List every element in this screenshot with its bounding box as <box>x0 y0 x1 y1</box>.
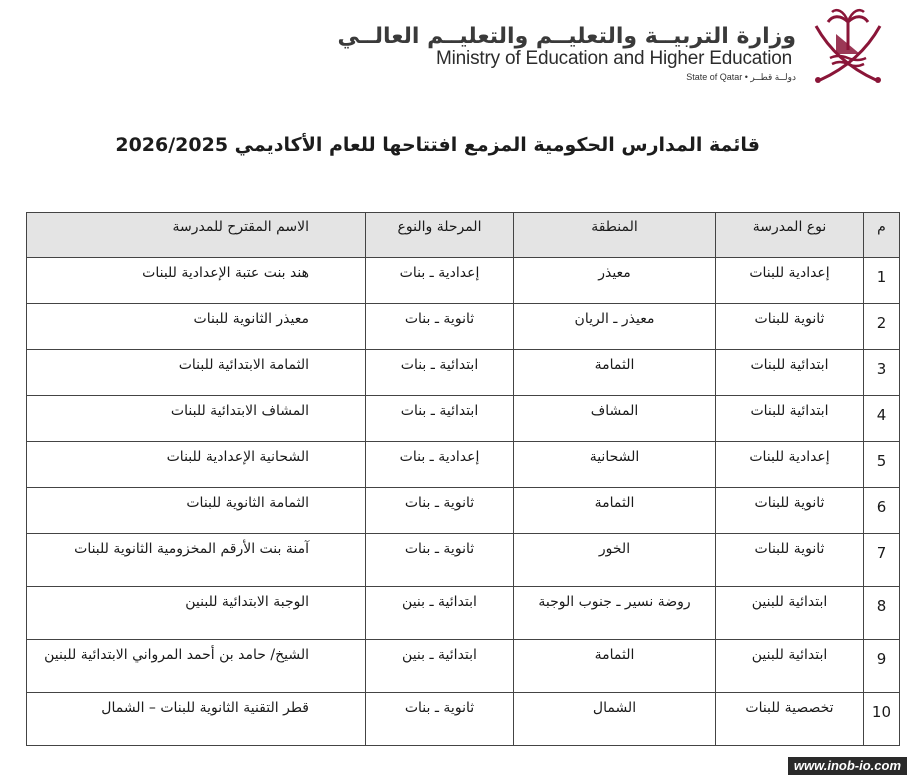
cell-stage: ثانوية ـ بنات <box>366 534 514 587</box>
cell-area: الشحانية <box>514 442 716 488</box>
cell-area: الثمامة <box>514 488 716 534</box>
table-row <box>27 640 900 693</box>
table-row <box>27 587 900 640</box>
cell-num: 1 <box>864 258 900 304</box>
cell-proposed-name: المشاف الابتدائية للبنات <box>27 396 366 442</box>
cell-num: 9 <box>864 640 900 693</box>
cell-stage: ابتدائية ـ بنين <box>366 587 514 640</box>
table-row <box>27 534 900 587</box>
cell-stage: ابتدائية ـ بنات <box>366 350 514 396</box>
header-school-type: نوع المدرسة <box>716 213 864 258</box>
cell-num: 3 <box>864 350 900 396</box>
cell-stage: ابتدائية ـ بنين <box>366 640 514 693</box>
table-row <box>27 488 900 534</box>
qatar-emblem-icon <box>806 4 890 88</box>
cell-stage: ابتدائية ـ بنات <box>366 396 514 442</box>
cell-school-type: ثانوية للبنات <box>716 488 864 534</box>
table-row <box>27 258 900 304</box>
cell-proposed-name: الشيخ/ حامد بن أحمد المرواني الابتدائية للبنين <box>27 640 366 693</box>
cell-school-type: ابتدائية للبنات <box>716 396 864 442</box>
cell-area: الخور <box>514 534 716 587</box>
cell-num: 4 <box>864 396 900 442</box>
cell-school-type: إعدادية للبنات <box>716 442 864 488</box>
cell-proposed-name: آمنة بنت الأرقم المخزومية الثانوية للبنات <box>27 534 366 587</box>
state-of-qatar-line: State of Qatar • دولــة قطــر <box>686 72 796 82</box>
cell-num: 5 <box>864 442 900 488</box>
cell-school-type: ابتدائية للبنين <box>716 640 864 693</box>
cell-area: معيذر ـ الريان <box>514 304 716 350</box>
cell-proposed-name: الثمامة الثانوية للبنات <box>27 488 366 534</box>
header-stage: المرحلة والنوع <box>366 213 514 258</box>
cell-proposed-name: الثمامة الابتدائية للبنات <box>27 350 366 396</box>
cell-stage: ثانوية ـ بنات <box>366 488 514 534</box>
cell-school-type: تخصصية للبنات <box>716 693 864 746</box>
cell-school-type: ثانوية للبنات <box>716 304 864 350</box>
cell-area: الثمامة <box>514 350 716 396</box>
ministry-name-english: Ministry of Education and Higher Education <box>436 48 792 69</box>
header-area: المنطقة <box>514 213 716 258</box>
schools-table <box>26 212 900 746</box>
cell-area: المشاف <box>514 396 716 442</box>
cell-area: الشمال <box>514 693 716 746</box>
cell-proposed-name: قطر التقنية الثانوية للبنات – الشمال <box>27 693 366 746</box>
table-row <box>27 442 900 488</box>
header-proposed-name: الاسم المقترح للمدرسة <box>27 213 366 258</box>
cell-proposed-name: الشحانية الإعدادية للبنات <box>27 442 366 488</box>
cell-proposed-name: معيذر الثانوية للبنات <box>27 304 366 350</box>
cell-stage: ثانوية ـ بنات <box>366 304 514 350</box>
cell-stage: إعدادية ـ بنات <box>366 442 514 488</box>
cell-num: 10 <box>864 693 900 746</box>
table-row <box>27 350 900 396</box>
header-num: م <box>864 213 900 258</box>
page-title: قائمة المدارس الحكومية المزمع افتتاحها للعام الأكاديمي 2026/2025 <box>115 134 760 156</box>
cell-num: 6 <box>864 488 900 534</box>
table-row <box>27 304 900 350</box>
cell-num: 8 <box>864 587 900 640</box>
site-watermark: www.inob-io.com <box>788 757 907 775</box>
cell-school-type: ابتدائية للبنات <box>716 350 864 396</box>
table-header-row <box>27 213 900 258</box>
cell-area: معيذر <box>514 258 716 304</box>
cell-school-type: إعدادية للبنات <box>716 258 864 304</box>
cell-num: 2 <box>864 304 900 350</box>
cell-school-type: ابتدائية للبنين <box>716 587 864 640</box>
table-row <box>27 693 900 746</box>
ministry-name-arabic: وزارة التربيــة والتعليــم والتعليــم العالــي <box>337 24 796 49</box>
cell-area: الثمامة <box>514 640 716 693</box>
cell-area: روضة نسير ـ جنوب الوجبة <box>514 587 716 640</box>
cell-stage: إعدادية ـ بنات <box>366 258 514 304</box>
table-row <box>27 396 900 442</box>
cell-proposed-name: الوجبة الابتدائية للبنين <box>27 587 366 640</box>
cell-school-type: ثانوية للبنات <box>716 534 864 587</box>
cell-num: 7 <box>864 534 900 587</box>
cell-proposed-name: هند بنت عتبة الإعدادية للبنات <box>27 258 366 304</box>
cell-stage: ثانوية ـ بنات <box>366 693 514 746</box>
